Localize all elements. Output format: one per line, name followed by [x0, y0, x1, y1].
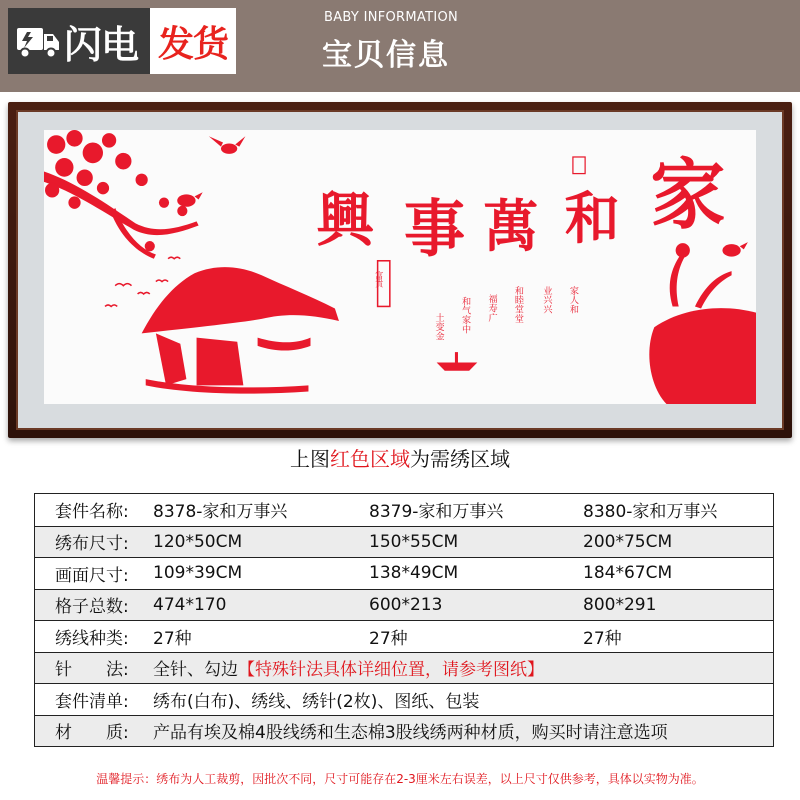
lotus-icon: [649, 242, 756, 404]
seal-text: 富貴: [374, 271, 385, 288]
cell-8378: 8378-家和万事兴: [153, 502, 288, 523]
caption-before: 上图: [290, 447, 330, 471]
cell-8380: 184*67CM: [583, 563, 673, 584]
plum-blossom-icon: [44, 130, 199, 259]
calligraphy-char-shi: 事: [404, 191, 466, 266]
cell-8379: 27种: [369, 628, 408, 649]
frame-inner-border: [16, 110, 784, 430]
poem-col-4: 福寿广: [486, 293, 497, 322]
poem-col-3: 和睦堂堂: [512, 285, 524, 324]
stitch-method-value: [153, 655, 544, 680]
row-label: 画面尺寸:: [55, 565, 129, 586]
badge-text-shandian: 闪电: [64, 22, 139, 67]
cell-8379: 8379-家和万事兴: [369, 502, 504, 523]
cell-8379: 138*49CM: [369, 563, 459, 584]
cell-8378: 120*50CM: [153, 531, 243, 552]
spec-table: [34, 493, 774, 747]
caption-after: 为需绣区域: [410, 447, 510, 471]
stitch-method-text: 全针、勾边: [153, 660, 238, 681]
express-shipping-badge: [8, 8, 236, 74]
cell-8380: 8380-家和万事兴: [583, 502, 718, 523]
row-label: 绣布尺寸:: [55, 534, 129, 555]
boat-icon: [437, 352, 478, 371]
badge-dark-part: [8, 8, 150, 74]
table-row-thread-types: [35, 620, 773, 652]
stitch-method-note: 【特殊针法具体详细位置，请参考图纸】: [238, 660, 544, 681]
calligraphy-char-wan: 萬: [483, 194, 539, 261]
table-row-kit-name: [35, 494, 773, 526]
cell-8380: 200*75CM: [583, 531, 673, 552]
kit-contents-value: 绣布(白布)、绣线、绣针(2枚)、图纸、包装: [153, 691, 480, 712]
row-label: 绣线种类:: [55, 628, 129, 649]
header-banner: [0, 0, 800, 92]
calligraphy-main-text: [317, 150, 726, 266]
header-title-cn: 宝贝信息: [322, 38, 450, 73]
poem-col-5: 和气家中: [459, 296, 471, 334]
table-row-image-size: [35, 557, 773, 589]
table-row-material: [35, 715, 773, 747]
cell-8380: 800*291: [583, 594, 657, 615]
row-label: 套件名称:: [55, 502, 129, 523]
cell-8379: 600*213: [369, 594, 443, 615]
poem-col-6: 土变金: [433, 312, 445, 341]
embroidery-area-caption: [0, 443, 800, 472]
row-label: 套件清单:: [55, 691, 129, 712]
truck-icon: [16, 22, 60, 60]
row-label: 格子总数:: [55, 597, 129, 618]
poem-col-1: 家人和: [567, 285, 579, 314]
cell-8378: 474*170: [153, 594, 227, 615]
mountain-landscape-icon: [142, 267, 339, 394]
table-row-stitch-method: [35, 652, 773, 684]
bird-icon: [177, 136, 245, 207]
artwork-frame: [8, 102, 792, 438]
seal-stamp-small: [573, 157, 585, 174]
artwork-canvas: [44, 130, 756, 404]
calligraphy-char-jia: 家: [650, 149, 726, 240]
badge-text-fahuo: 发货: [157, 23, 228, 65]
table-row-fabric-size: [35, 526, 773, 558]
cell-8378: 27种: [153, 628, 192, 649]
row-label: 针 法:: [55, 660, 129, 681]
poem-col-2: 业兴兴: [541, 285, 552, 314]
cell-8379: 150*55CM: [369, 531, 459, 552]
embroidery-artwork: [44, 130, 756, 404]
material-value: 产品有埃及棉4股线绣和生态棉3股线绣两种材质，购买时请注意选项: [153, 723, 668, 744]
warm-tip-footnote: 温馨提示：绣布为人工裁剪，因批次不同，尺寸可能存在2-3厘米左右误差，以上尺寸仅供参考，具体以实物为准。: [96, 772, 704, 786]
cell-8378: 109*39CM: [153, 563, 243, 584]
table-row-grid-count: [35, 589, 773, 621]
poem-columns: [433, 285, 579, 341]
caption-highlight: 红色区域: [330, 447, 410, 471]
calligraphy-char-he: 和: [564, 186, 620, 253]
badge-light-part: [150, 8, 236, 74]
row-label: 材 质:: [55, 723, 129, 744]
calligraphy-char-xing: 興: [316, 185, 374, 255]
cell-8380: 27种: [583, 628, 622, 649]
header-subtitle-en: BABY INFORMATION: [324, 10, 459, 25]
table-row-kit-contents: [35, 683, 773, 715]
